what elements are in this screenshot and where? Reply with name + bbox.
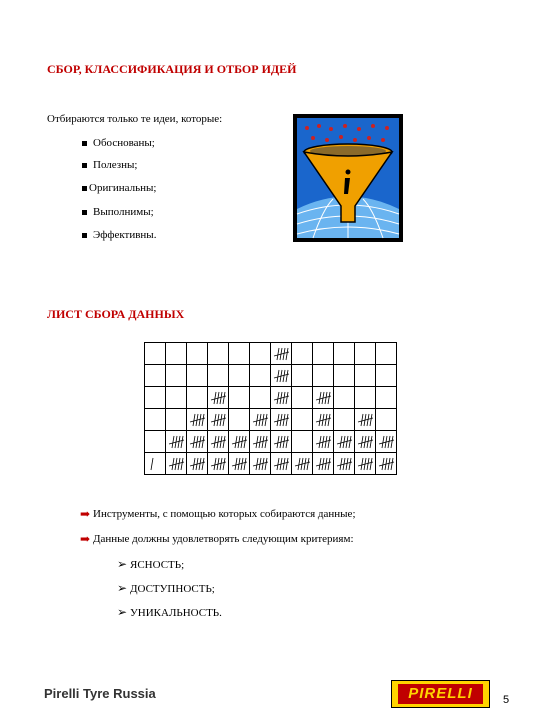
tally-cell — [292, 387, 313, 409]
tally-mark — [250, 453, 270, 474]
tally-sheet — [144, 342, 397, 475]
tally-mark — [271, 387, 291, 408]
tally-cell — [187, 453, 208, 475]
chevron-right-icon: ➢ — [117, 557, 128, 571]
tally-cell — [166, 387, 187, 409]
tally-cell — [355, 409, 376, 431]
tally-mark — [334, 453, 354, 474]
tally-cell — [271, 431, 292, 453]
tally-mark — [187, 431, 207, 452]
intro-text: Отбираются только те идеи, которые: — [47, 113, 223, 125]
tally-cell — [208, 431, 229, 453]
tally-mark — [355, 409, 375, 430]
tally-mark — [166, 431, 186, 452]
section-title-data-sheet: ЛИСТ СБОРА ДАННЫХ — [47, 307, 185, 321]
tally-mark — [334, 431, 354, 452]
tally-cell — [355, 343, 376, 365]
tally-cell — [376, 431, 397, 453]
tally-cell — [376, 343, 397, 365]
list-item: Полезны; — [93, 159, 138, 171]
company-name: Pirelli Tyre Russia — [44, 686, 156, 701]
tally-cell — [376, 387, 397, 409]
tally-cell — [145, 387, 166, 409]
tally-cell — [292, 409, 313, 431]
tally-cell — [355, 453, 376, 475]
tally-cell — [250, 431, 271, 453]
tally-mark — [271, 453, 291, 474]
tally-cell — [166, 453, 187, 475]
tally-mark — [271, 431, 291, 452]
tally-cell — [229, 343, 250, 365]
tally-cell — [187, 365, 208, 387]
tally-cell — [376, 365, 397, 387]
tally-cell — [292, 453, 313, 475]
tally-cell — [271, 343, 292, 365]
list-item: Обоснованы; — [93, 137, 155, 149]
logo-text: PIRELLI — [408, 685, 473, 702]
tally-mark — [229, 431, 249, 452]
tally-cell — [355, 365, 376, 387]
tally-cell — [145, 453, 166, 475]
funnel-info-icon — [293, 114, 403, 242]
tally-cell — [271, 387, 292, 409]
tally-cell — [229, 387, 250, 409]
tally-cell — [355, 387, 376, 409]
tally-cell — [271, 409, 292, 431]
tally-cell — [208, 387, 229, 409]
tally-cell — [166, 343, 187, 365]
list-item: Оригинальны; — [89, 182, 157, 194]
tally-mark — [250, 409, 270, 430]
tally-row — [145, 365, 397, 387]
tally-cell — [208, 453, 229, 475]
tally-cell — [334, 343, 355, 365]
tally-cell — [187, 409, 208, 431]
tally-cell — [292, 343, 313, 365]
note-item: Данные должны удовлетворять следующим критериям: — [93, 533, 354, 545]
section-title-ideas: СБОР, КЛАССИФИКАЦИЯ И ОТБОР ИДЕЙ — [47, 62, 297, 76]
tally-cell — [229, 409, 250, 431]
tally-cell — [187, 431, 208, 453]
tally-mark — [292, 453, 312, 474]
tally-mark — [271, 409, 291, 430]
tally-mark — [187, 409, 207, 430]
tally-cell — [145, 365, 166, 387]
chevron-right-icon: ➢ — [117, 605, 128, 619]
tally-mark — [229, 453, 249, 474]
tally-mark — [166, 453, 186, 474]
tally-cell — [229, 431, 250, 453]
page-number: 5 — [503, 694, 510, 706]
tally-cell — [313, 387, 334, 409]
arrow-right-icon: ➡ — [80, 507, 91, 521]
tally-cell — [334, 453, 355, 475]
criteria-item: ЯСНОСТЬ; — [130, 559, 185, 571]
tally-cell — [292, 365, 313, 387]
tally-cell — [271, 453, 292, 475]
tally-cell — [292, 431, 313, 453]
tally-cell — [208, 343, 229, 365]
tally-mark — [313, 431, 333, 452]
tally-cell — [166, 409, 187, 431]
pirelli-logo — [391, 680, 490, 708]
tally-mark — [376, 453, 396, 474]
tally-cell — [313, 343, 334, 365]
list-item: Выполнимы; — [93, 206, 154, 218]
tally-cell — [229, 365, 250, 387]
tally-cell — [145, 409, 166, 431]
tally-cell — [145, 431, 166, 453]
tally-cell — [334, 409, 355, 431]
tally-mark — [145, 453, 165, 474]
tally-cell — [334, 387, 355, 409]
list-item: Эффективны. — [93, 229, 157, 241]
tally-mark — [313, 453, 333, 474]
tally-cell — [250, 409, 271, 431]
tally-mark — [208, 409, 228, 430]
tally-cell — [250, 365, 271, 387]
tally-mark — [376, 431, 396, 452]
tally-mark — [250, 431, 270, 452]
tally-row — [145, 409, 397, 431]
tally-mark — [208, 431, 228, 452]
tally-cell — [313, 453, 334, 475]
square-bullet-icon — [82, 163, 87, 168]
tally-cell — [271, 365, 292, 387]
tally-cell — [166, 431, 187, 453]
tally-mark — [355, 453, 375, 474]
square-bullet-icon — [82, 141, 87, 146]
tally-cell — [250, 453, 271, 475]
tally-mark — [271, 365, 291, 386]
tally-mark — [271, 343, 291, 364]
criteria-item: ДОСТУПНОСТЬ; — [130, 583, 215, 595]
tally-row — [145, 431, 397, 453]
tally-cell — [145, 343, 166, 365]
tally-row — [145, 343, 397, 365]
tally-cell — [376, 409, 397, 431]
tally-cell — [250, 343, 271, 365]
tally-cell — [334, 431, 355, 453]
tally-mark — [313, 409, 333, 430]
tally-mark — [208, 387, 228, 408]
tally-cell — [250, 387, 271, 409]
tally-mark — [355, 431, 375, 452]
tally-cell — [313, 409, 334, 431]
tally-cell — [313, 431, 334, 453]
chevron-right-icon: ➢ — [117, 581, 128, 595]
tally-grid — [144, 342, 397, 475]
criteria-item: УНИКАЛЬНОСТЬ. — [130, 607, 222, 619]
arrow-right-icon: ➡ — [80, 532, 91, 546]
tally-cell — [376, 453, 397, 475]
tally-mark — [187, 453, 207, 474]
tally-cell — [334, 365, 355, 387]
tally-cell — [208, 365, 229, 387]
tally-cell — [229, 453, 250, 475]
tally-row — [145, 453, 397, 475]
square-bullet-icon — [82, 233, 87, 238]
tally-row — [145, 387, 397, 409]
tally-cell — [166, 365, 187, 387]
square-bullet-icon — [82, 210, 87, 215]
square-bullet-icon — [82, 186, 87, 191]
tally-cell — [187, 387, 208, 409]
tally-cell — [187, 343, 208, 365]
tally-cell — [313, 365, 334, 387]
note-item: Инструменты, с помощью которых собираются данные; — [93, 508, 356, 520]
tally-cell — [355, 431, 376, 453]
tally-cell — [208, 409, 229, 431]
tally-mark — [313, 387, 333, 408]
tally-mark — [208, 453, 228, 474]
